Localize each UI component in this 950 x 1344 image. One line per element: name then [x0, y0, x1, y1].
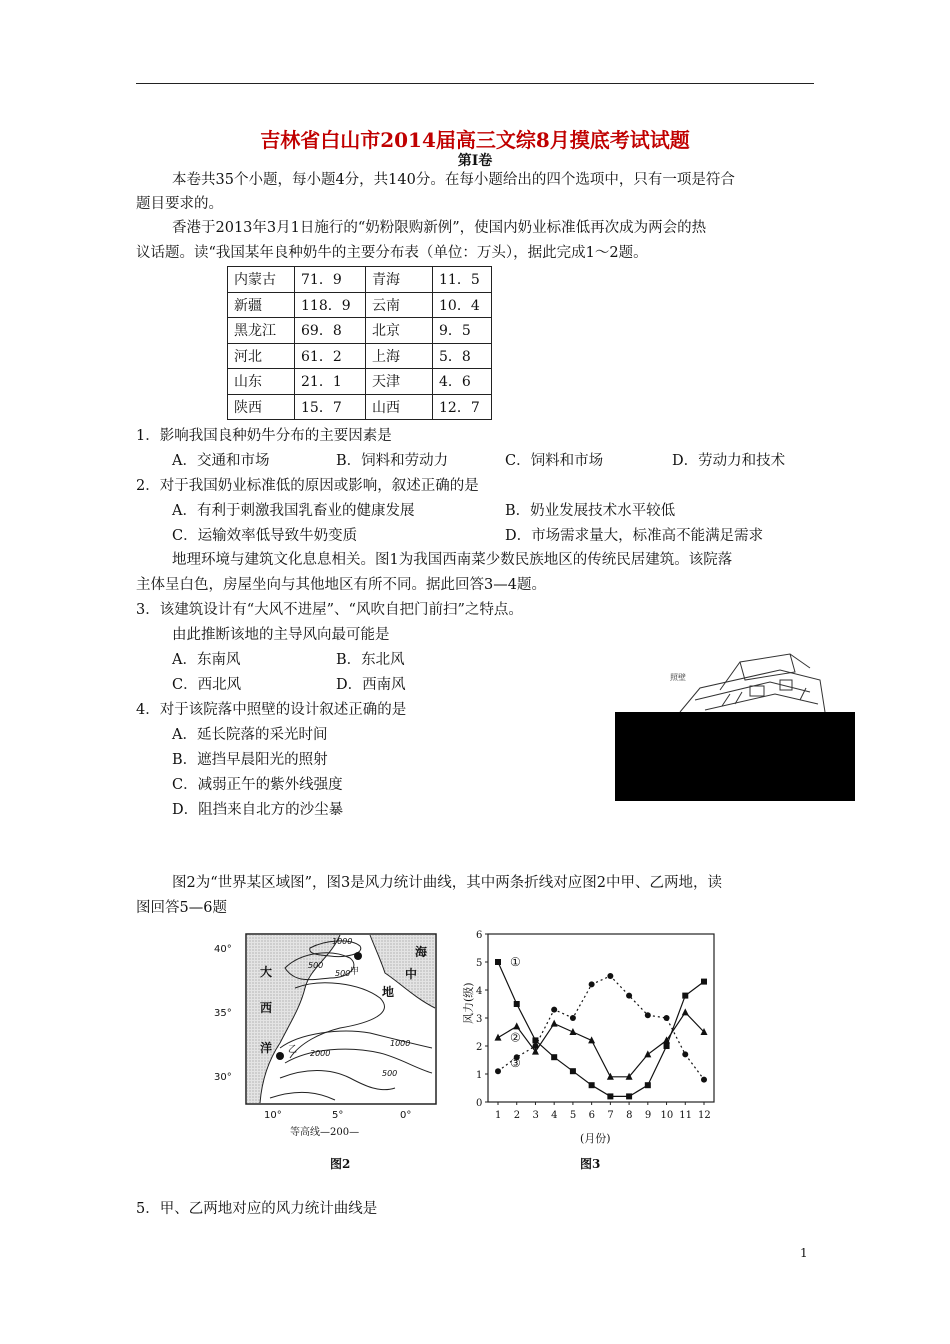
q3-stem-2: 由此推断该地的主导风向最可能是 — [172, 627, 390, 643]
q4-option-d: D．阻挡来自北方的沙尘暴 — [172, 802, 344, 818]
x-tick-label: 4 — [551, 1110, 558, 1121]
ocean-char: 洋 — [260, 1041, 273, 1055]
x-tick-label: 3 — [532, 1110, 539, 1121]
table-cell: 15．7 — [295, 394, 366, 420]
x-tick-label: 6 — [588, 1110, 596, 1121]
data-point-square — [664, 1043, 670, 1049]
place-label-yi: 乙 — [288, 1045, 298, 1055]
place-marker-yi — [276, 1052, 284, 1060]
place-label-jia: 甲 — [350, 967, 360, 977]
data-point-square — [495, 959, 501, 965]
figure-2-map — [210, 928, 450, 1178]
q4-option-b: B．遮挡早晨阳光的照射 — [172, 752, 328, 768]
data-point-circle — [589, 981, 595, 987]
table-cell: 69．8 — [295, 318, 366, 344]
table-cell: 天津 — [366, 369, 433, 395]
redaction-box — [615, 712, 855, 801]
q2-option-b: B．奶业发展技术水平较低 — [505, 503, 676, 519]
table-cell: 10．4 — [433, 292, 492, 318]
data-point-circle — [551, 1007, 557, 1013]
table-cell: 陕西 — [228, 394, 295, 420]
table-row — [228, 267, 492, 293]
data-point-circle — [701, 1077, 707, 1083]
lon-label: 5° — [332, 1110, 344, 1121]
section-title: 第Ⅰ卷 — [457, 153, 493, 169]
y-tick-label: 4 — [476, 986, 483, 997]
x-tick-label: 10 — [660, 1110, 674, 1121]
x-tick-label: 12 — [698, 1110, 711, 1121]
table-cell: 内蒙古 — [228, 267, 295, 293]
table-cell: 61．2 — [295, 343, 366, 369]
x-tick-label: 1 — [495, 1110, 502, 1121]
q3-option-d: D．西南风 — [336, 677, 406, 693]
x-tick-label: 7 — [607, 1110, 614, 1121]
y-tick-label: 0 — [476, 1098, 483, 1109]
x-tick-label: 5 — [569, 1110, 577, 1121]
table-cell: 11．5 — [433, 267, 492, 293]
table-cell: 上海 — [366, 343, 433, 369]
data-point-square — [532, 1037, 538, 1043]
data-point-square — [626, 1093, 632, 1099]
q4-stem: 4．对于该院落中照壁的设计叙述正确的是 — [136, 702, 407, 718]
q3-option-b: B．东北风 — [336, 652, 405, 668]
lat-label: 30° — [214, 1072, 232, 1083]
lon-label: 0° — [400, 1110, 412, 1121]
table-cell: 青海 — [366, 267, 433, 293]
table-cell: 4．6 — [433, 369, 492, 395]
figure-3-chart — [462, 928, 724, 1178]
q2-option-d: D．市场需求量大，标准高不能满足需求 — [505, 528, 764, 544]
q3-option-c: C．西北风 — [172, 677, 242, 693]
table-row — [228, 343, 492, 369]
screen-wall-label: 照壁 — [670, 673, 686, 682]
table-cell: 21．1 — [295, 369, 366, 395]
data-point-triangle — [513, 1022, 520, 1029]
x-tick-label: 9 — [644, 1110, 652, 1121]
table-cell: 山西 — [366, 394, 433, 420]
contour-legend: 等高线—200— — [290, 1127, 360, 1138]
table-cell: 71．9 — [295, 267, 366, 293]
contour-label: 2000 — [310, 1049, 331, 1058]
q3-stem: 3．该建筑设计有“大风不进屋”、“风吹自把门前扫”之特点。 — [136, 602, 523, 618]
q2-stem: 2．对于我国奶业标准低的原因或影响，叙述正确的是 — [136, 478, 479, 494]
data-point-square — [607, 1093, 613, 1099]
q1-option-d: D．劳动力和技术 — [672, 453, 786, 469]
table-row — [228, 394, 492, 420]
y-tick-label: 6 — [476, 930, 483, 941]
data-point-triangle — [682, 1008, 689, 1015]
q1-option-b: B．饲料和劳动力 — [336, 453, 449, 469]
data-point-circle — [664, 1015, 670, 1021]
intro-line-2: 题目要求的。 — [136, 196, 223, 212]
q5-stem: 5．甲、乙两地对应的风力统计曲线是 — [136, 1201, 378, 1217]
q4-option-a: A．延长院落的采光时间 — [172, 727, 328, 743]
table-cell: 北京 — [366, 318, 433, 344]
y-tick-label: 5 — [476, 958, 483, 969]
lat-label: 40° — [214, 944, 232, 955]
q1-stem: 1．影响我国良种奶牛分布的主要因素是 — [136, 428, 392, 444]
data-point-square — [551, 1054, 557, 1060]
y-tick-label: 2 — [476, 1042, 483, 1053]
data-point-triangle — [551, 1020, 558, 1027]
contour-label: 500 — [308, 961, 324, 970]
data-point-circle — [495, 1068, 501, 1074]
para3-line-1: 图2为“世界某区域图”，图3是风力统计曲线，其中两条折线对应图2中甲、乙两地，读 — [172, 875, 722, 891]
contour-label: 1000 — [332, 937, 353, 946]
para2-line-2: 主体呈白色，房屋坐向与其他地区有所不同。据此回答3—4题。 — [136, 577, 546, 593]
table-cell: 河北 — [228, 343, 295, 369]
data-point-square — [514, 1001, 520, 1007]
data-point-circle — [626, 993, 632, 999]
sea-char: 海 — [415, 945, 428, 959]
contour-label: 1000 — [390, 1039, 411, 1048]
sea-char: 中 — [405, 967, 418, 981]
intro-line-1: 本卷共35个小题，每小题4分，共140分。在每小题给出的四个选项中，只有一项是符合 — [172, 172, 735, 188]
data-point-square — [570, 1068, 576, 1074]
table-cell: 12．7 — [433, 394, 492, 420]
table-cell: 新疆 — [228, 292, 295, 318]
contour-label: 500 — [335, 969, 351, 978]
series-label-3: ③ — [510, 1056, 521, 1071]
q1-option-a: A．交通和市场 — [172, 453, 270, 469]
q2-option-a: A．有利于刺激我国乳畜业的健康发展 — [172, 503, 415, 519]
x-tick-label: 11 — [679, 1110, 693, 1121]
table-cell: 5．8 — [433, 343, 492, 369]
para3-line-2: 图回答5—6题 — [136, 900, 227, 916]
data-point-square — [682, 993, 688, 999]
chart-frame — [488, 934, 714, 1102]
para1-line-1: 香港于2013年3月1日施行的“奶粉限购新例”，使国内奶业标准低再次成为两会的热 — [172, 220, 707, 236]
place-marker-jia — [354, 952, 362, 960]
q4-option-c: C．减弱正午的紫外线强度 — [172, 777, 343, 793]
y-axis-label: 风力(级) — [462, 982, 475, 1024]
table-cell: 118．9 — [295, 292, 366, 318]
data-point-square — [701, 979, 707, 985]
data-point-triangle — [644, 1050, 651, 1057]
q3-option-a: A．东南风 — [172, 652, 241, 668]
lon-label: 10° — [264, 1110, 282, 1121]
table-cell: 云南 — [366, 292, 433, 318]
q2-option-c: C．运输效率低导致牛奶变质 — [172, 528, 358, 544]
data-point-circle — [532, 1043, 538, 1049]
table-cell: 9．5 — [433, 318, 492, 344]
series-label-2: ② — [510, 1030, 521, 1045]
exam-title: 吉林省白山市2014届高三文综8月摸底考试试题 — [260, 128, 690, 152]
para2-line-1: 地理环境与建筑文化息息相关。图1为我国西南菜少数民族地区的传统民居建筑。该院落 — [172, 552, 733, 568]
data-point-circle — [645, 1012, 651, 1018]
data-point-triangle — [495, 1034, 502, 1041]
table-row — [228, 318, 492, 344]
para1-line-2: 议话题。读“我国某年良种奶牛的主要分布表（单位：万头），据此完成1～2题。 — [136, 245, 648, 261]
lat-label: 35° — [214, 1008, 232, 1019]
sea-char: 地 — [382, 985, 395, 999]
data-point-circle — [570, 1015, 576, 1021]
series-line-1 — [498, 962, 704, 1096]
figure-2-caption: 图2 — [330, 1157, 351, 1171]
q1-option-c: C．饲料和市场 — [505, 453, 604, 469]
data-point-square — [589, 1082, 595, 1088]
ocean-char: 大 — [260, 965, 273, 979]
table-cell: 山东 — [228, 369, 295, 395]
table-row — [228, 369, 492, 395]
building-sketch — [660, 650, 840, 714]
page-number: 1 — [800, 1246, 808, 1260]
series-line-2 — [498, 1012, 704, 1076]
table-row — [228, 292, 492, 318]
series-label-1: ① — [510, 955, 521, 969]
x-tick-label: 2 — [513, 1110, 521, 1121]
table-cell: 黑龙江 — [228, 318, 295, 344]
header-rule — [136, 83, 814, 84]
y-tick-label: 1 — [476, 1070, 483, 1081]
ocean-char: 西 — [260, 1001, 273, 1015]
data-point-circle — [682, 1051, 688, 1057]
dairy-cow-table — [227, 266, 492, 420]
x-axis-label: (月份) — [580, 1132, 611, 1145]
data-point-square — [645, 1082, 651, 1088]
contour-label: 500 — [382, 1069, 398, 1078]
figure-3-caption: 图3 — [580, 1157, 601, 1171]
y-tick-label: 3 — [476, 1014, 483, 1025]
x-tick-label: 8 — [626, 1110, 633, 1121]
data-point-circle — [607, 973, 613, 979]
